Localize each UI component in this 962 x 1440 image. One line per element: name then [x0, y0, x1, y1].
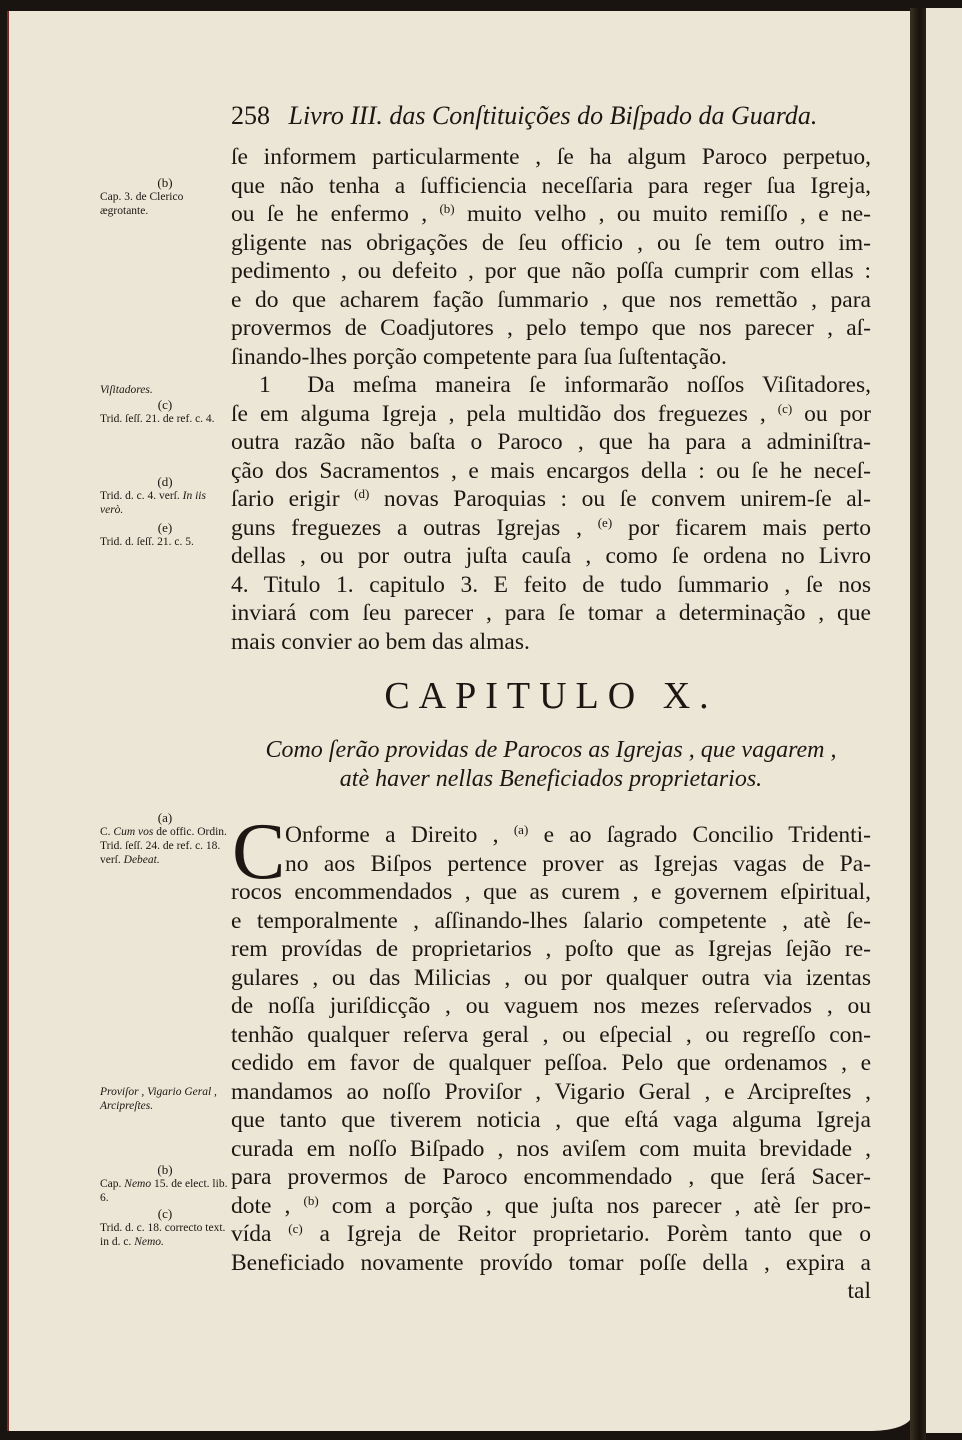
text-line: de noſſa juriſdicção , ou vaguem nos mezes reſervados , ou: [231, 993, 871, 1019]
text-line: 4. Titulo 1. capitulo 3. E feito de tudo ſummario , ſe nos: [231, 571, 871, 598]
text-line: 1 Da meſma maneira ſe informarão noſſos Viſitadores,: [259, 372, 872, 398]
margin-note-c2: (c) Trid. d. c. 18. correcto text. in d. c. Nemo.: [100, 1206, 226, 1248]
text-line: rem provídas de proprietarios , poſto que as Igrejas ſejão re-: [231, 936, 871, 962]
text-line: curada em noſſo Biſpado , nos aviſem com muita brevidade ,: [231, 1135, 871, 1162]
text-line: mais convier ao bem das almas.: [231, 628, 530, 655]
text-line: gulares , ou das Milicias , ou por qualquer outra via izentas: [231, 964, 871, 991]
running-head: [231, 101, 871, 131]
margin-note-provisor: Proviſor , Vigario Geral , Arcipreſtes.: [100, 1086, 217, 1112]
text-line: ſe informem particularmente , ſe ha algum Paroco perpetuo,: [231, 144, 871, 170]
text-line: dote , $^{(b)}$ com a porção , que juſta nos parecer , atè ſer pro-: [231, 1192, 872, 1219]
margin-note-visitadores: Viſitadores.: [100, 384, 153, 396]
book-gutter: [910, 8, 926, 1440]
text-line: e do que acharem fação ſummario , que nos remettão , para: [231, 286, 871, 313]
margin-note-d1: (d) Trid. d. c. 4. verſ. In iis verò.: [100, 474, 206, 516]
text-line: cedido em favor de qualquer peſſoa. Pelo que ordenamos , e: [231, 1050, 871, 1076]
text-line: e temporalmente , aſſinando-lhes ſalario competente , atè ſe-: [231, 907, 871, 934]
text-line: pedimento , ou defeito , por que não poſſa cumprir com ellas :: [231, 258, 871, 284]
text-line: ſe em alguma Igreja , pela multidão dos freguezes , $^{(c)}$ ou por: [231, 400, 871, 427]
paragraph-number: 1: [259, 372, 271, 398]
text-line: que tanto que tiverem noticia , que eſtá vaga alguma Igreja: [231, 1107, 871, 1133]
text-line: outra razão não baſta o Paroco , que ha para a adminiſtra-: [231, 429, 871, 455]
text-line: gligente nas obrigações de ſeu officio , ou ſe tem outro im-: [231, 229, 871, 256]
paragraph-3: [231, 821, 871, 1306]
chapter-subtitle-line-2: atè haver nellas Beneficiados proprietarios.: [339, 766, 763, 792]
text-line: Onforme a Direito , $^{(a)}$ e ao ſagrado Concilio Tridenti-: [285, 822, 872, 848]
text-line: provermos de Coadjutores , pelo tempo que nos parecer , aſ-: [231, 315, 871, 341]
footnote-ref-e[interactable]: (e): [597, 514, 613, 530]
text-line: ou ſe he enfermo , $^{(b)}$ muito velho , ou muito remiſſo , e ne-: [231, 201, 871, 227]
text-line: rocos encommendados , que as curem , e governem eſpiritual,: [231, 879, 871, 905]
footnote-ref-a[interactable]: (a): [513, 822, 529, 837]
text-line: guns freguezes a outras Igrejas , $^{(e)}$ por ficarem mais perto: [231, 514, 871, 541]
text-line: mandamos ao noſſo Proviſor , Vigario Geral , e Arcipreſtes ,: [231, 1078, 871, 1105]
text-line: que não tenha a ſufficiencia neceſſaria para reger ſua Igreja,: [231, 172, 871, 199]
footnote-ref-c[interactable]: (c): [288, 1221, 303, 1236]
paragraph-2: [231, 371, 871, 656]
text-line: Beneficiado novamente provído tomar poſſe della , expira a: [231, 1249, 871, 1276]
text-line: no aos Biſpos pertence prover as Igrejas vagas de Pa-: [285, 850, 871, 877]
text-line: vída $^{(c)}$ a Igreja de Reitor proprietario. Porèm tanto que o: [231, 1221, 871, 1247]
margin-note-e1: (e) Trid. d. ſeſſ. 21. c. 5.: [100, 520, 194, 548]
margin-note-b2: (b) Cap. Nemo 15. de elect. lib. 6.: [100, 1162, 228, 1204]
text-line: ção dos Sacramentos , e mais encargos della : ou ſe he neceſ-: [231, 457, 871, 484]
footnote-ref-b[interactable]: (b): [439, 201, 455, 216]
next-page-edge: [926, 8, 962, 1433]
paragraph-1: [231, 143, 871, 371]
text-line: ſinando-lhes porção competente para ſua ſuſtentação.: [231, 343, 727, 370]
footnote-ref-b[interactable]: (b): [303, 1192, 319, 1208]
catchword: tal: [847, 1278, 871, 1304]
page-number: 258: [231, 101, 270, 130]
text-line: para provermos de Paroco encommendado , que ſerá Sacer-: [231, 1164, 871, 1190]
footnote-ref-d[interactable]: (d): [354, 486, 370, 501]
text-line: inviará com ſeu parecer , para ſe tomar a determinação , que: [231, 600, 871, 626]
footnote-ref-c[interactable]: (c): [777, 400, 793, 416]
drop-cap: C: [232, 808, 286, 896]
margin-note-a2: (a) C. Cum vos de offic. Ordin. Trid. ſeſſ. 24. de ref. c. 18. verſ. Debeat.: [100, 810, 227, 866]
text-line: tenhão qualquer reſerva geral , ou eſpecial , ou regreſſo con-: [231, 1021, 871, 1048]
running-title: Livro III. das Conſtituições do Biſpado da Guarda.: [288, 101, 818, 130]
chapter-title: CAPITULO X.: [384, 675, 718, 717]
margin-note-b1: (b) Cap. 3. de Clerico ægrotante.: [100, 175, 184, 217]
margin-note-c1: (c) Trid. ſeſſ. 21. de ref. c. 4.: [100, 397, 215, 425]
text-line: dellas , ou por outra juſta cauſa , como ſe ordena no Livro: [231, 543, 871, 569]
chapter-subtitle-line-1: Como ſerão providas de Parocos as Igrejas , que vagarem ,: [265, 737, 837, 763]
text-line: ſario erigir $^{(d)}$ novas Paroquias : ou ſe convem unirem-ſe al-: [231, 486, 871, 512]
chapter-subtitle: [231, 736, 871, 794]
